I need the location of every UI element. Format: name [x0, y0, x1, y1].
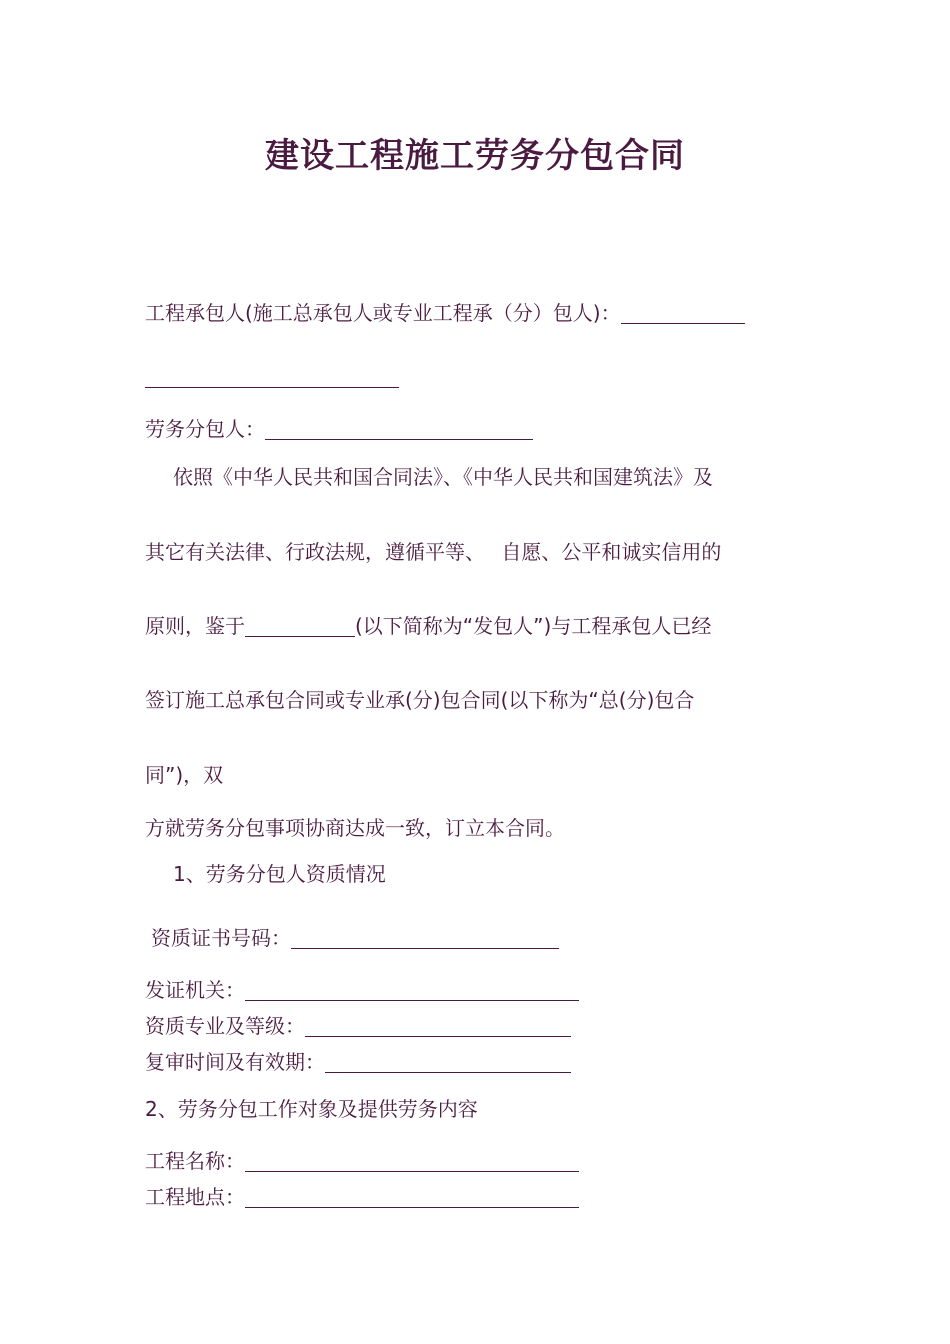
issuer-label: 发证机关： [145, 978, 245, 1002]
project-site-label: 工程地点： [145, 1185, 245, 1209]
cert-number-label: 资质证书号码： [151, 926, 291, 950]
cert-number-line [151, 925, 559, 951]
paragraph-line-2: 其它有关法律、行政法规，遵循平等、 自愿、公平和诚实信用的 [145, 540, 722, 564]
project-site-blank[interactable] [245, 1187, 579, 1208]
contractor-line [145, 300, 745, 326]
project-name-label: 工程名称： [145, 1149, 245, 1173]
issuer-line [145, 977, 579, 1003]
paragraph-line-1: 依照《中华人民共和国合同法》、《中华人民共和国建筑法》及 [173, 465, 713, 489]
review-line [145, 1049, 571, 1075]
project-name-line [145, 1148, 579, 1174]
subcontractor-label: 劳务分包人： [145, 417, 265, 441]
paragraph-line-4: 签订施工总承包合同或专业承(分)包合同(以下称为“总(分)包合 [145, 688, 695, 712]
subcontractor-line [145, 416, 533, 442]
review-label: 复审时间及有效期： [145, 1050, 325, 1074]
project-site-line [145, 1184, 579, 1210]
grade-label: 资质专业及等级： [145, 1014, 305, 1038]
paragraph-line-3-end: (以下简称为“发包人”)与工程承包人已经 [355, 614, 712, 638]
issuer-blank[interactable] [245, 980, 579, 1001]
contractor-label: 工程承包人(施工总承包人或专业工程承（分）包人)： [145, 301, 621, 325]
grade-line [145, 1013, 571, 1039]
section-2-heading: 2、劳务分包工作对象及提供劳务内容 [145, 1097, 478, 1121]
project-name-blank[interactable] [245, 1151, 579, 1172]
cert-number-blank[interactable] [291, 928, 559, 949]
contractor-line-continued [145, 364, 399, 390]
contractor-blank-continued[interactable] [145, 367, 399, 388]
contractor-blank[interactable] [621, 303, 745, 324]
grade-blank[interactable] [305, 1016, 571, 1037]
paragraph-line-5: 同”)，双 [145, 763, 224, 787]
review-blank[interactable] [325, 1052, 571, 1073]
section-1-heading: 1、劳务分包人资质情况 [173, 862, 386, 886]
document-title: 建设工程施工劳务分包合同 [265, 136, 685, 176]
paragraph-line-3 [145, 613, 711, 639]
paragraph-line-6: 方就劳务分包事项协商达成一致，订立本合同。 [145, 816, 565, 840]
issuer-party-blank[interactable] [245, 616, 355, 637]
paragraph-line-3-start: 原则，鉴于 [145, 614, 245, 638]
subcontractor-blank[interactable] [265, 419, 533, 440]
